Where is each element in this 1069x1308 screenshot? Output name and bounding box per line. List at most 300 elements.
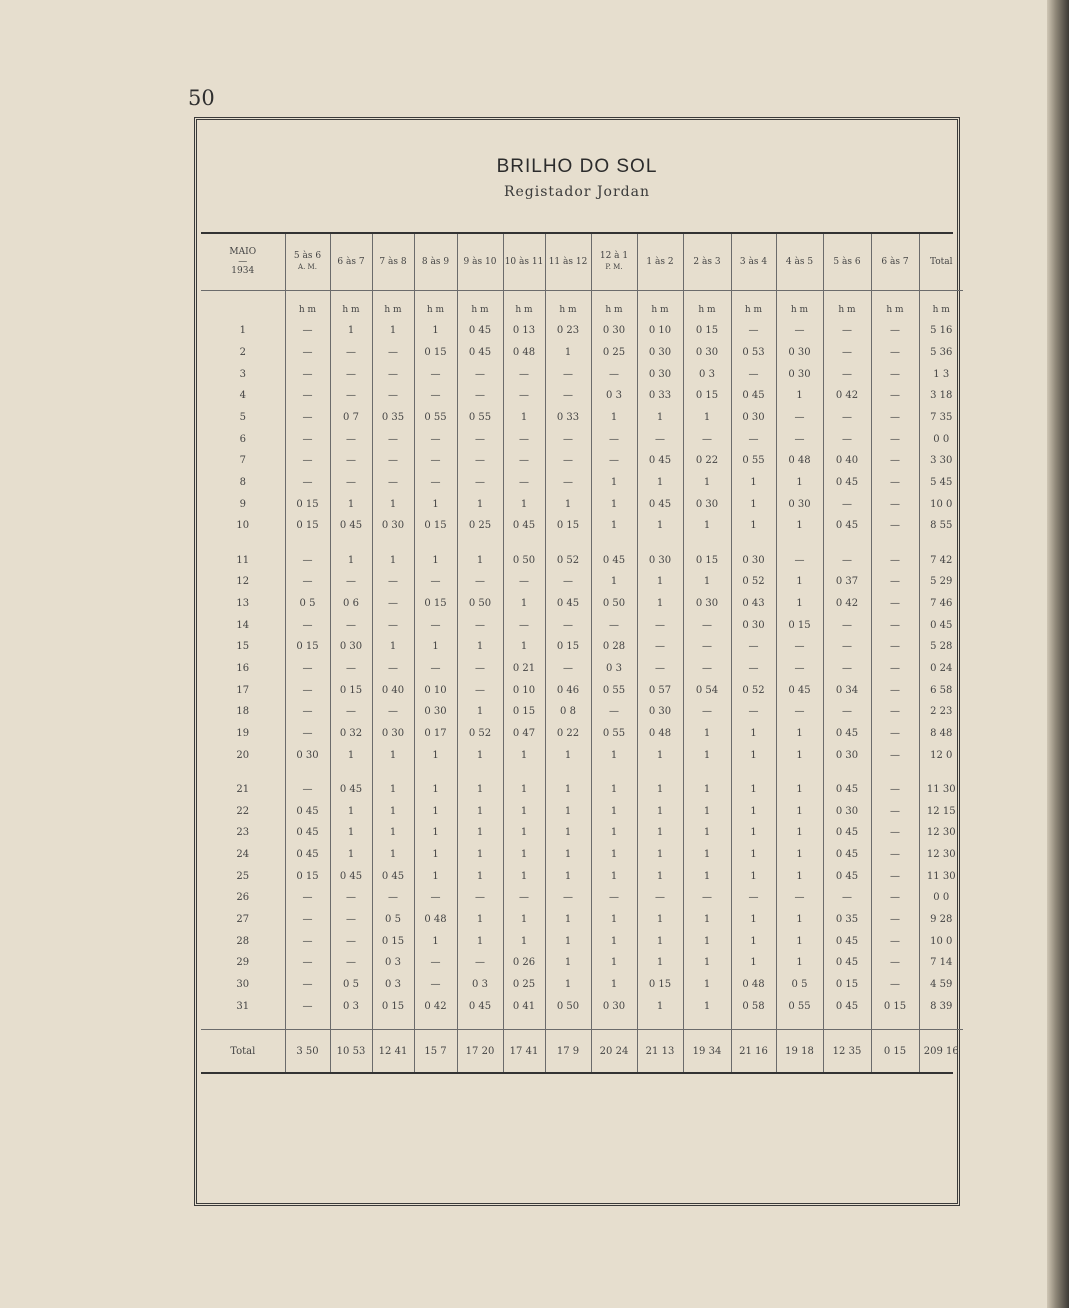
value-cell: —	[503, 571, 545, 593]
table-row	[201, 593, 963, 615]
value-cell: 1	[457, 493, 503, 515]
table-row	[201, 679, 963, 701]
value-cell: —	[457, 679, 503, 701]
value-cell: 0 3	[457, 974, 503, 996]
value-cell: —	[285, 952, 330, 974]
table-row	[201, 701, 963, 723]
value-cell: 0 45	[637, 493, 683, 515]
unit-label: h m	[871, 291, 919, 320]
value-cell: 1	[457, 930, 503, 952]
value-cell: —	[871, 342, 919, 364]
value-cell: 0 45	[823, 930, 871, 952]
value-cell: 0 48	[731, 974, 776, 996]
value-cell: —	[285, 385, 330, 407]
value-cell: 1	[731, 472, 776, 494]
value-cell: 0 52	[545, 549, 591, 571]
value-cell: 1	[414, 549, 457, 571]
value-cell: —	[591, 701, 637, 723]
value-cell: 0 5	[776, 974, 823, 996]
value-cell: 1	[372, 636, 414, 658]
table-row	[201, 450, 963, 472]
value-cell: 1	[637, 865, 683, 887]
value-cell: —	[372, 658, 414, 680]
value-cell: 0 26	[503, 952, 545, 974]
value-cell: 0 15	[683, 385, 731, 407]
table-row	[201, 493, 963, 515]
value-cell: —	[731, 363, 776, 385]
value-cell: —	[823, 407, 871, 429]
value-cell: 0 0	[919, 428, 963, 450]
value-cell: 1	[414, 320, 457, 342]
value-cell: —	[776, 636, 823, 658]
total-cell: 19 34	[683, 1030, 731, 1072]
value-cell: —	[591, 450, 637, 472]
value-cell: 0 5	[285, 593, 330, 615]
value-cell: 1	[414, 800, 457, 822]
value-cell: 1	[591, 800, 637, 822]
value-cell: 1	[776, 930, 823, 952]
value-cell: 7 35	[919, 407, 963, 429]
value-cell: 1	[731, 515, 776, 537]
value-cell: —	[637, 658, 683, 680]
value-cell: —	[871, 679, 919, 701]
value-cell: —	[545, 571, 591, 593]
value-cell: 1	[776, 844, 823, 866]
column-header	[919, 234, 963, 291]
gap-cell	[683, 766, 731, 778]
column-header-label: 9 às 10	[463, 256, 497, 267]
day-cell: 15	[236, 641, 250, 653]
value-cell: 1	[503, 930, 545, 952]
column-header-label: Total	[929, 256, 953, 267]
table-row	[201, 778, 963, 800]
value-cell: 1	[503, 407, 545, 429]
value-cell: 9 28	[919, 909, 963, 931]
day-cell: 11	[236, 554, 250, 566]
month-dash: —	[238, 257, 248, 267]
value-cell: 0 45	[731, 385, 776, 407]
day-cell: 3	[239, 368, 246, 380]
value-cell: —	[823, 614, 871, 636]
value-cell: —	[503, 887, 545, 909]
gap-cell	[919, 1017, 963, 1030]
value-cell: —	[871, 952, 919, 974]
gap-cell	[201, 1017, 285, 1030]
gap-cell	[372, 537, 414, 549]
value-cell: 1	[683, 472, 731, 494]
total-cell: 17 20	[457, 1030, 503, 1072]
gap-cell	[683, 537, 731, 549]
value-cell: 1	[731, 493, 776, 515]
value-cell: 1	[637, 930, 683, 952]
value-cell: 1	[776, 385, 823, 407]
value-cell: 0 30	[731, 407, 776, 429]
value-cell: 1	[545, 778, 591, 800]
table-row	[201, 865, 963, 887]
value-cell: —	[871, 800, 919, 822]
value-cell: 0 45	[591, 549, 637, 571]
column-header	[776, 234, 823, 291]
value-cell: 0 10	[637, 320, 683, 342]
value-cell: 1	[591, 844, 637, 866]
value-cell: 1	[637, 844, 683, 866]
value-cell: 1	[457, 822, 503, 844]
column-header-label: 1 às 2	[646, 256, 674, 267]
value-cell: 0 6	[330, 593, 372, 615]
value-cell: 0 45	[457, 342, 503, 364]
table-body	[201, 291, 963, 1073]
value-cell: —	[871, 636, 919, 658]
unit-label: h m	[823, 291, 871, 320]
column-header-label: 5 às 6	[833, 256, 861, 267]
day-cell: 20	[236, 749, 250, 761]
value-cell: 0 5	[372, 909, 414, 931]
value-cell: 1	[545, 744, 591, 766]
value-cell: 1	[414, 844, 457, 866]
column-header	[731, 234, 776, 291]
gap-cell	[871, 766, 919, 778]
gap-row	[201, 1017, 963, 1030]
month-header	[201, 234, 285, 291]
value-cell: 0 48	[414, 909, 457, 931]
value-cell: 0 15	[683, 549, 731, 571]
value-cell: 1	[503, 593, 545, 615]
value-cell: 0 45	[637, 450, 683, 472]
table-row	[201, 844, 963, 866]
value-cell: 0 35	[372, 407, 414, 429]
value-cell: —	[731, 636, 776, 658]
value-cell: —	[503, 450, 545, 472]
value-cell: —	[871, 701, 919, 723]
value-cell: —	[823, 363, 871, 385]
value-cell: 1	[330, 493, 372, 515]
day-cell: 24	[236, 848, 250, 860]
value-cell: —	[545, 887, 591, 909]
value-cell: —	[776, 701, 823, 723]
value-cell: 7 42	[919, 549, 963, 571]
day-cell: 18	[236, 706, 250, 718]
value-cell: —	[330, 472, 372, 494]
total-cell: 20 24	[591, 1030, 637, 1072]
value-cell: 8 39	[919, 995, 963, 1017]
value-cell: —	[372, 428, 414, 450]
value-cell: 0 54	[683, 679, 731, 701]
value-cell: 1	[457, 865, 503, 887]
value-cell: 1	[591, 930, 637, 952]
column-header-label: 8 às 9	[421, 256, 450, 267]
value-cell: —	[330, 614, 372, 636]
value-cell: 7 46	[919, 593, 963, 615]
bottom-rule	[201, 1072, 953, 1074]
value-cell: 0 24	[919, 658, 963, 680]
day-cell: 16	[236, 662, 250, 674]
value-cell: 0 50	[591, 593, 637, 615]
value-cell: 2 23	[919, 701, 963, 723]
value-cell: —	[871, 822, 919, 844]
gap-cell	[545, 766, 591, 778]
value-cell: 1	[372, 844, 414, 866]
value-cell: 0 55	[457, 407, 503, 429]
gap-cell	[823, 537, 871, 549]
total-cell: 19 18	[776, 1030, 823, 1072]
value-cell: 1	[330, 549, 372, 571]
value-cell: 1	[591, 974, 637, 996]
value-cell: 1	[372, 800, 414, 822]
value-cell: 12 30	[919, 822, 963, 844]
value-cell: 0 15	[545, 515, 591, 537]
value-cell: 1	[637, 472, 683, 494]
day-cell: 14	[236, 619, 250, 631]
value-cell: 0 55	[591, 679, 637, 701]
value-cell: 1	[591, 744, 637, 766]
value-cell: —	[457, 658, 503, 680]
value-cell: 1	[591, 909, 637, 931]
gap-cell	[330, 1017, 372, 1030]
value-cell: 1	[683, 974, 731, 996]
table-row	[201, 363, 963, 385]
value-cell: —	[776, 658, 823, 680]
gap-cell	[414, 766, 457, 778]
day-cell: 5	[239, 412, 246, 424]
gap-cell	[637, 1017, 683, 1030]
value-cell: 0 15	[776, 614, 823, 636]
value-cell: 1	[503, 865, 545, 887]
column-header	[683, 234, 731, 291]
value-cell: 0 45	[919, 614, 963, 636]
value-cell: 1	[545, 800, 591, 822]
value-cell: 1	[776, 909, 823, 931]
value-cell: —	[285, 701, 330, 723]
value-cell: 1	[731, 778, 776, 800]
table-row	[201, 385, 963, 407]
gap-cell	[330, 537, 372, 549]
value-cell: —	[503, 363, 545, 385]
value-cell: —	[731, 320, 776, 342]
day-cell: 30	[236, 979, 250, 990]
column-header-sub: A. M.	[298, 263, 317, 271]
value-cell: 1	[330, 744, 372, 766]
value-cell: —	[823, 887, 871, 909]
column-header-sub: P. M.	[605, 263, 623, 271]
value-cell: —	[330, 887, 372, 909]
value-cell: 0 30	[731, 614, 776, 636]
value-cell: 0 22	[683, 450, 731, 472]
value-cell: 0 50	[545, 995, 591, 1017]
value-cell: 0 40	[823, 450, 871, 472]
value-cell: —	[457, 428, 503, 450]
value-cell: —	[457, 614, 503, 636]
value-cell: 1	[776, 472, 823, 494]
value-cell: —	[372, 887, 414, 909]
value-cell: 1	[545, 909, 591, 931]
value-cell: 1	[731, 844, 776, 866]
unit-label: h m	[776, 291, 823, 320]
value-cell: 0 45	[285, 800, 330, 822]
total-cell: 209 16	[919, 1030, 963, 1072]
value-cell: 6 58	[919, 679, 963, 701]
value-cell: 0 52	[457, 723, 503, 745]
value-cell: 0 8	[545, 701, 591, 723]
value-cell: 1	[683, 844, 731, 866]
value-cell: 1	[731, 952, 776, 974]
value-cell: 0 30	[683, 593, 731, 615]
unit-label: h m	[545, 291, 591, 320]
gap-cell	[330, 766, 372, 778]
value-cell: 0 15	[503, 701, 545, 723]
units-row	[201, 291, 963, 320]
value-cell: —	[776, 428, 823, 450]
value-cell: 0 45	[823, 472, 871, 494]
gap-cell	[414, 537, 457, 549]
value-cell: —	[457, 363, 503, 385]
value-cell: 0 5	[330, 974, 372, 996]
value-cell: 0 15	[414, 593, 457, 615]
value-cell: 1	[414, 744, 457, 766]
table-row	[201, 636, 963, 658]
value-cell: —	[285, 407, 330, 429]
column-header	[871, 234, 919, 291]
value-cell: 1	[683, 822, 731, 844]
value-cell: —	[871, 407, 919, 429]
value-cell: 12 0	[919, 744, 963, 766]
value-cell: —	[683, 887, 731, 909]
value-cell: 0 45	[330, 515, 372, 537]
value-cell: —	[414, 571, 457, 593]
value-cell: 1	[683, 995, 731, 1017]
gap-cell	[414, 1017, 457, 1030]
value-cell: 1	[545, 974, 591, 996]
value-cell: —	[285, 614, 330, 636]
value-cell: 1	[591, 407, 637, 429]
value-cell: 1	[503, 636, 545, 658]
table-row	[201, 822, 963, 844]
unit-label: h m	[414, 291, 457, 320]
value-cell: 1	[503, 909, 545, 931]
table-row	[201, 995, 963, 1017]
value-cell: 1	[372, 822, 414, 844]
value-cell: —	[414, 952, 457, 974]
value-cell: —	[503, 472, 545, 494]
value-cell: —	[591, 887, 637, 909]
value-cell: —	[871, 658, 919, 680]
value-cell: —	[776, 549, 823, 571]
value-cell: —	[776, 887, 823, 909]
value-cell: —	[683, 658, 731, 680]
value-cell: —	[503, 614, 545, 636]
day-cell: 25	[236, 870, 250, 882]
value-cell: —	[871, 571, 919, 593]
value-cell: —	[823, 320, 871, 342]
value-cell: —	[285, 974, 330, 996]
column-header	[503, 234, 545, 291]
day-cell: 29	[236, 957, 250, 969]
value-cell: 1	[414, 822, 457, 844]
value-cell: —	[871, 593, 919, 615]
day-cell: 9	[239, 498, 246, 510]
table-area	[201, 234, 959, 1072]
value-cell: 0 30	[776, 342, 823, 364]
value-cell: —	[823, 342, 871, 364]
value-cell: 0 3	[372, 974, 414, 996]
value-cell: 0 15	[823, 974, 871, 996]
value-cell: 0 37	[823, 571, 871, 593]
value-cell: —	[285, 679, 330, 701]
gap-cell	[637, 766, 683, 778]
value-cell: 0 15	[330, 679, 372, 701]
units-blank	[201, 291, 285, 320]
value-cell: 1	[637, 571, 683, 593]
value-cell: 1	[503, 800, 545, 822]
day-cell: 8	[239, 477, 246, 489]
value-cell: 1	[457, 744, 503, 766]
value-cell: —	[591, 614, 637, 636]
value-cell: 0 15	[414, 515, 457, 537]
gap-cell	[545, 1017, 591, 1030]
value-cell: 0 55	[731, 450, 776, 472]
value-cell: 1	[637, 778, 683, 800]
value-cell: 0 43	[731, 593, 776, 615]
value-cell: —	[731, 428, 776, 450]
value-cell: —	[545, 450, 591, 472]
column-header	[372, 234, 414, 291]
value-cell: 1	[683, 952, 731, 974]
value-cell: —	[871, 723, 919, 745]
value-cell: 1	[545, 952, 591, 974]
value-cell: —	[330, 952, 372, 974]
value-cell: 1	[503, 844, 545, 866]
table-row	[201, 800, 963, 822]
value-cell: 1	[683, 571, 731, 593]
value-cell: 11 30	[919, 778, 963, 800]
value-cell: 1	[683, 744, 731, 766]
value-cell: 1	[372, 778, 414, 800]
value-cell: —	[871, 472, 919, 494]
value-cell: 0 45	[776, 679, 823, 701]
value-cell: 1	[330, 822, 372, 844]
value-cell: —	[372, 385, 414, 407]
value-cell: 0 3	[330, 995, 372, 1017]
value-cell: 1	[457, 549, 503, 571]
table-row	[201, 342, 963, 364]
column-header	[414, 234, 457, 291]
day-cell: 23	[236, 827, 250, 839]
table-row	[201, 952, 963, 974]
day-cell: 10	[236, 520, 250, 532]
value-cell: 1	[591, 952, 637, 974]
table-row	[201, 428, 963, 450]
table-row	[201, 658, 963, 680]
column-header	[637, 234, 683, 291]
value-cell: 1	[637, 744, 683, 766]
value-cell: 0 46	[545, 679, 591, 701]
value-cell: 1	[683, 515, 731, 537]
value-cell: —	[683, 428, 731, 450]
value-cell: 1	[503, 822, 545, 844]
table-row	[201, 723, 963, 745]
value-cell: —	[637, 614, 683, 636]
day-cell: 12	[236, 576, 250, 588]
value-cell: 1	[414, 778, 457, 800]
value-cell: —	[414, 472, 457, 494]
value-cell: —	[330, 909, 372, 931]
column-header-label: 5 às 6	[293, 251, 322, 261]
value-cell: —	[776, 407, 823, 429]
value-cell: 0 15	[545, 636, 591, 658]
value-cell: 0 58	[731, 995, 776, 1017]
gap-cell	[919, 766, 963, 778]
gap-cell	[372, 1017, 414, 1030]
value-cell: 1	[457, 701, 503, 723]
